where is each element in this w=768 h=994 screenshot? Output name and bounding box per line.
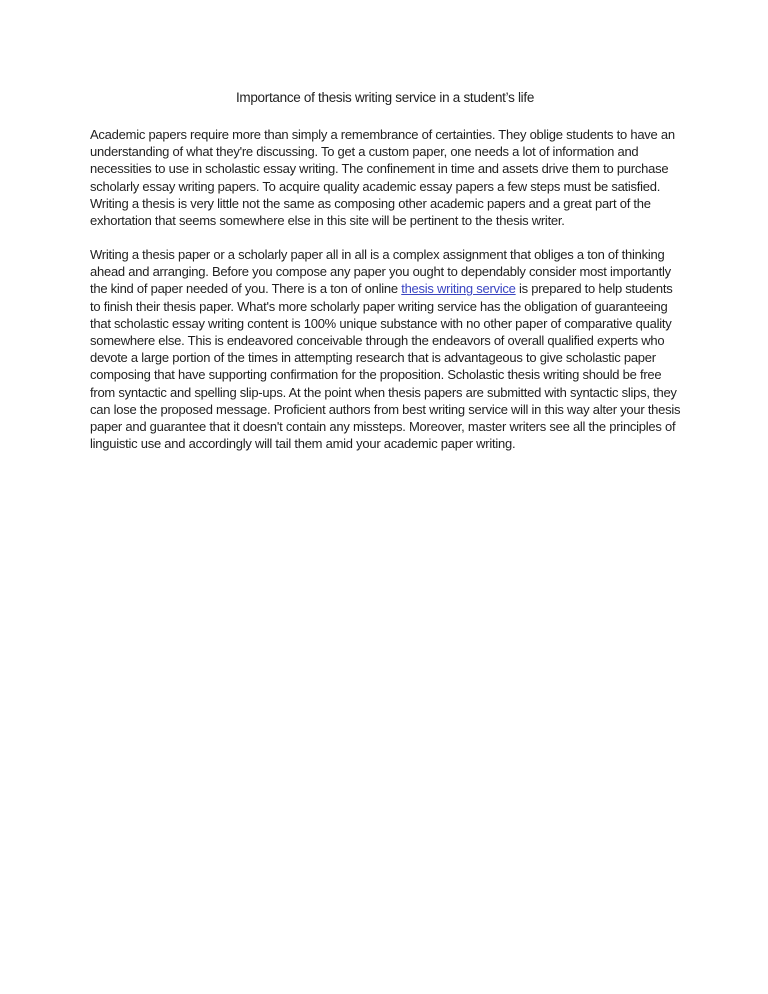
paragraph-2 (90, 246, 684, 452)
paragraph-2-text-before-link: Writing a thesis paper or a scholarly paper all in all is a complex assignment that obliges a ton of thinking ahead and arranging. Before you compose any paper you ought to dependably consider most importantly the kind of paper needed of you. There is a ton of online (90, 247, 671, 297)
paragraph-2-text-after-link: is prepared to help students to finish their thesis paper. What's more scholarly paper writing service has the obligation of guaranteeing that scholastic essay writing content is 100% unique substance with no other paper of comparative quality somewhere else. This is endeavored conceivable through the endeavors of overall qualified experts who devote a large portion of the times in attempting research that is advantageous to give scholastic paper composing that have supporting confirmation for the proposition. Scholastic thesis writing should be free from syntactic and spelling slip-ups. At the point when thesis papers are submitted with syntactic slips, they can lose the proposed message. Proficient authors from best writing service will in this way alter your thesis paper and guarantee that it doesn't contain any missteps. Moreover, master writers see all the principles of linguistic use and accordingly will tail them amid your academic paper writing. (90, 281, 681, 452)
paragraph-1: Academic papers require more than simply a remembrance of certainties. They oblige students to have an understanding of what they're discussing. To get a custom paper, one needs a lot of information and necessities to use in scholastic essay writing. The confinement in time and assets drive them to purchase scholarly essay writing papers. To acquire quality academic essay papers a few steps must be satisfied. Writing a thesis is very little not the same as composing other academic papers and a great part of the exhortation that seems somewhere else in this site will be pertinent to the thesis writer. (90, 127, 675, 229)
document-title: Importance of thesis writing service in a student’s life (235, 90, 535, 105)
thesis-writing-service-link[interactable]: thesis writing service (401, 281, 516, 297)
